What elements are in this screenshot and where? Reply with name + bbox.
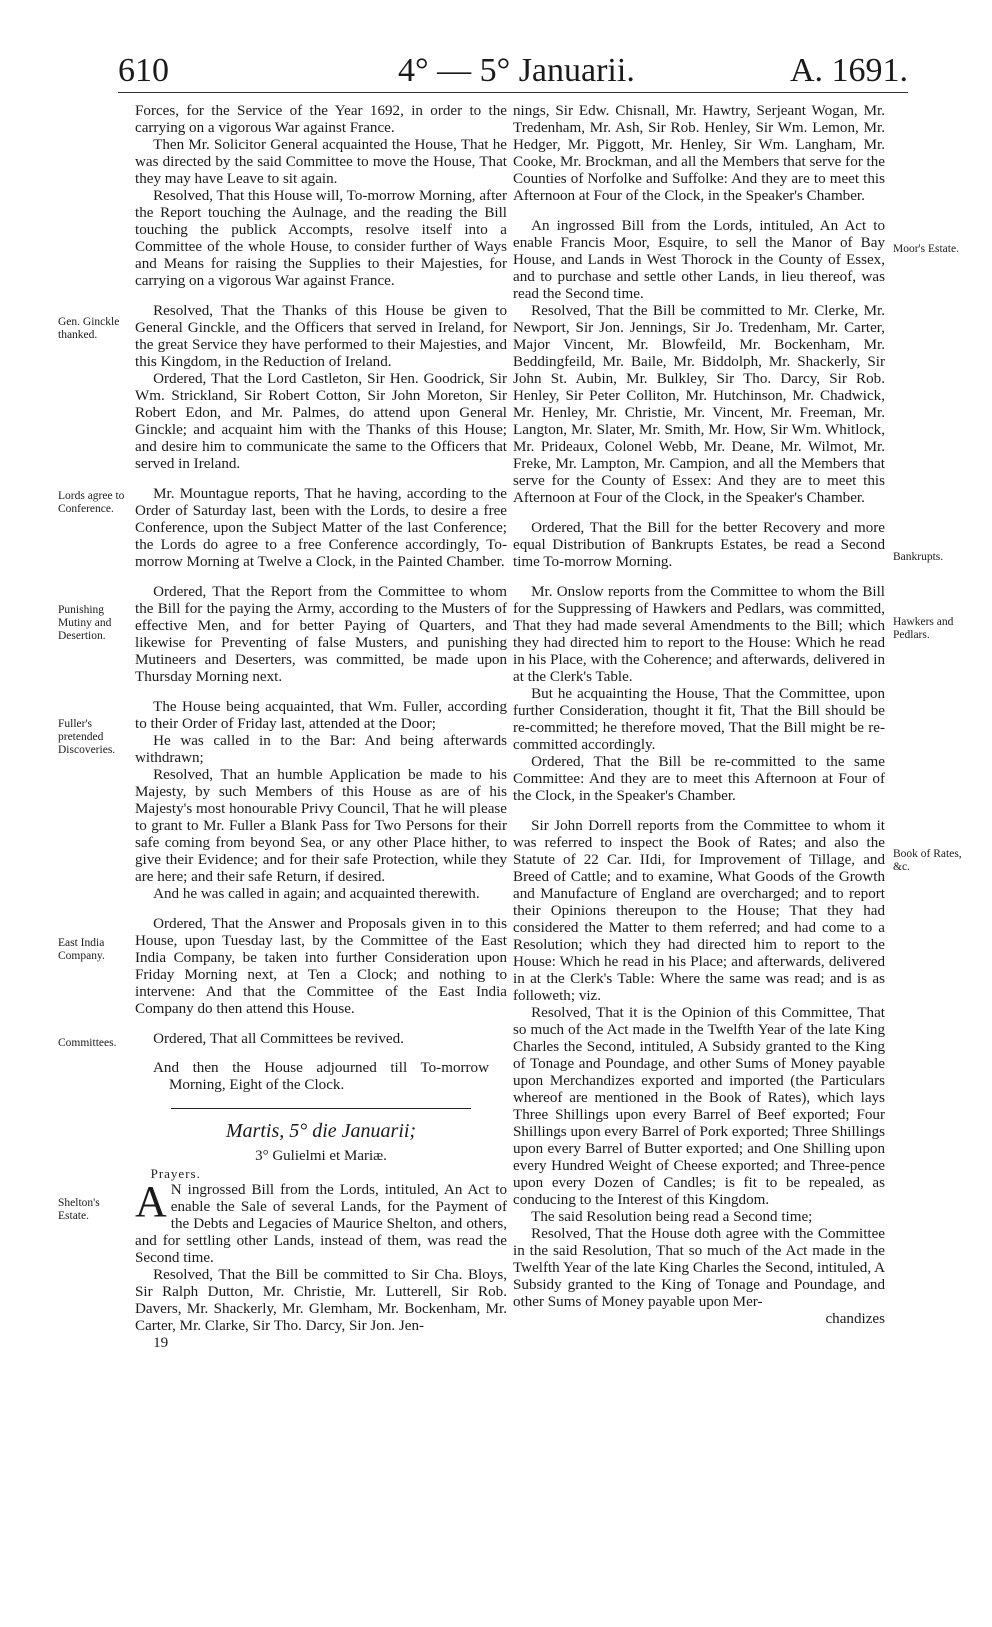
- paragraph: Mr. Mountague reports, That he having, according to the Order of Saturday last, been with the Lords, to desire a free Conference, upon the Subject Matter of the last Conference; the Lords do agree to a free Conference accordingly, To-morrow Morning at Twelve a Clock, in the Painted Chamber.: [135, 486, 507, 570]
- paragraph: Sir John Dorrell reports from the Committee to whom it was referred to inspect the Book of Rates; and also the Statute of 22 Car. IIdi, for Improvement of Tillage, and Breed of Cattle; and to examine, What Goods of the Growth and Manufacture of England are overcharged; and to report their Opinions thereupon to the House; That they had considered the Matter to them referred; and had come to a Resolution; which they had directed him to report to the House: Which he read in his Place; and afterwards, delivered in at the Clerk's Table: Where the same was read; and is as followeth; viz.: [513, 818, 885, 1004]
- paragraph: Resolved, That an humble Application be made to his Majesty, by such Members of this House as are of his Majesty's most honourable Privy Council, That he will please to grant to Mr. Fuller a Blank Pass for Two Persons for their safe coming from beyond Sea, or any other Place hither, to give their Evidence; and for their safe Protection, while they are here; and their safe Return, if desired.: [135, 767, 507, 885]
- margin-note-fuller: Fuller's pretended Discoveries.: [58, 718, 116, 756]
- paragraph: Ordered, That the Lord Castleton, Sir Hen. Goodrick, Sir Wm. Strickland, Sir Robert Cotton, Sir John Moreton, Sir Robert Edon, and Mr. Palmes, do attend upon General Ginckle; and acquaint him with the Thanks of this House; and desire him to communicate the same to the Officers that served in Ireland.: [135, 371, 507, 472]
- margin-note-committees: Committees.: [58, 1037, 117, 1049]
- paragraph: He was called in to the Bar: And being afterwards withdrawn;: [135, 733, 507, 766]
- margin-note-bankrupts: Bankrupts.: [893, 551, 944, 563]
- paragraph: Ordered, That the Bill for the better Recovery and more equal Distribution of Bankrupts Estates, be read a Second time To-morrow Morning.: [513, 520, 885, 570]
- paragraph: An ingrossed Bill from the Lords, intituled, An Act to enable Francis Moor, Esquire, to sell the Manor of Bay House, and Lands in West Thorock in the County of Essex, and to purchase and settle other Lands, in lieu thereof, was read the Second time.: [513, 218, 885, 302]
- paragraph: But he acquainting the House, That the Committee, upon further Consideration, thought it fit, That the Bill should be re-committed; he therefore moved, That the Bill might be re-committed accordingly.: [513, 686, 885, 753]
- paragraph: The said Resolution being read a Second time;: [531, 1209, 813, 1225]
- paragraph: Resolved, That the Bill be committed to Sir Cha. Bloys, Sir Ralph Dutton, Mr. Christie, Mr. Lutterell, Sir Rob. Davers, Mr. Shackerly, Mr. Glemham, Mr. Bockenham, Mr. Carter, Mr. Clarke, Sir Tho. Darcy, Sir Jon. Jen-: [135, 1267, 507, 1334]
- margin-note-east-india: East India Company.: [58, 937, 105, 962]
- margin-note-lords-agree: Lords agree to Conference.: [58, 490, 125, 515]
- header-date: 4° — 5° Januarii.: [398, 52, 635, 89]
- right-column: [513, 103, 885, 1328]
- signature-mark: 19: [153, 1335, 169, 1351]
- adjournment: And then the House adjourned till To-morrow Morning, Eight of the Clock.: [153, 1060, 489, 1093]
- session-subtitle: 3° Gulielmi et Mariæ.: [255, 1148, 387, 1164]
- paragraph: Resolved, That this House will, To-morrow Morning, after the Report touching the Aulnage, and the reading the Bill touching the publick Accompts, resolve itself into a Committee of the whole House, to consider further of Ways and Means for raising the Supplies to their Majesties, for carrying on a vigorous War against France.: [135, 188, 507, 289]
- paragraph: Ordered, That the Report from the Committee to whom the Bill for the paying the Army, according to the Musters of effective Men, and for better Paying of Quarters, and likewise for Preventing of false Musters, and punishing Mutineers and Deserters, was committed, be made upon Thursday Morning next.: [135, 584, 507, 685]
- margin-note-punishing-mutiny: Punishing Mutiny and Desertion.: [58, 604, 112, 642]
- session-title: Martis, 5° die Januarii;: [225, 1120, 417, 1142]
- left-column: [135, 103, 507, 1352]
- header-rule: [118, 92, 908, 93]
- paragraph: Ordered, That all Committees be revived.: [153, 1031, 404, 1047]
- margin-note-gen-ginckle: Gen. Ginckle thanked.: [58, 316, 120, 341]
- header-year: A. 1691.: [789, 52, 908, 89]
- paragraph: [135, 1177, 507, 1267]
- catchword: chandizes: [825, 1311, 885, 1327]
- page-header: [118, 52, 908, 102]
- drop-cap: A: [135, 1177, 167, 1226]
- prayers-heading: Prayers.: [150, 1166, 201, 1181]
- paragraph: Resolved, That the House doth agree with the Committee in the said Resolution, That so much of the Act made in the Twelfth Year of the late King Charles the Second, intituled, A Subsidy granted to the King of Tonage and Poundage, and other Sums of Money payable upon Mer-: [513, 1226, 885, 1310]
- margin-note-moor: Moor's Estate.: [893, 243, 959, 255]
- paragraph: Ordered, That the Answer and Proposals given in to this House, upon Tuesday last, by the Committee of the East India Company, be taken into further Consideration upon Friday Morning next, at Ten a Clock; and nothing to intervene: And that the Committee of the East India Company do then attend this House.: [135, 916, 507, 1017]
- margin-note-book-of-rates: Book of Rates, &c.: [893, 848, 962, 873]
- margin-note-hawkers: Hawkers and Pedlars.: [893, 616, 954, 641]
- margin-note-shelton: Shelton's Estate.: [58, 1197, 100, 1222]
- section-rule: [171, 1108, 471, 1109]
- page-number: 610: [118, 52, 169, 89]
- paragraph: Resolved, That the Thanks of this House be given to General Ginckle, and the Officers that served in Ireland, for the great Service they have performed to their Majesties, and this Kingdom, in the Reduction of Ireland.: [135, 303, 507, 370]
- paragraph-text: N ingrossed Bill from the Lords, intituled, An Act to enable the Sale of several Lands, for the Payment of the Debts and Legacies of Maurice Shelton, and others, and for settling other Lands, instead of them, was read the Second time.: [135, 1182, 507, 1266]
- paragraph: The House being acquainted, that Wm. Fuller, according to their Order of Friday last, attended at the Door;: [135, 699, 507, 732]
- paragraph: Ordered, That the Bill be re-committed to the same Committee: And they are to meet this Afternoon at Four of the Clock, in the Speaker's Chamber.: [513, 754, 885, 804]
- paragraph: Resolved, That the Bill be committed to Mr. Clerke, Mr. Newport, Sir Jon. Jennings, Sir Jo. Tredenham, Mr. Carter, Major Vincent, Mr. Blowfeild, Mr. Bockenham, Mr. Beddingfeild, Mr. Baile, Mr. Biddolph, Mr. Shackerly, Sir John St. Aubin, Mr. Bulkley, Sir Tho. Darcy, Sir Rob. Henley, Sir Peter Colliton, Mr. Hutchinson, Mr. Chadwick, Mr. Henley, Mr. Christie, Mr. Vincent, Mr. Freeman, Mr. Langton, Mr. Slater, Mr. Smith, Mr. How, Sir Wm. Whitlock, Mr. Prideaux, Colonel Webb, Mr. Deane, Mr. Wilmot, Mr. Freke, Mr. Lampton, Mr. Campion, and all the Members that serve for the County of Essex: And they are to meet this Afternoon at Four of the Clock, in the Speaker's Chamber.: [513, 303, 885, 506]
- paragraph: Forces, for the Service of the Year 1692, in order to the carrying on a vigorous War against France.: [135, 103, 507, 136]
- paragraph: nings, Sir Edw. Chisnall, Mr. Hawtry, Serjeant Wogan, Mr. Tredenham, Mr. Ash, Sir Rob. Henley, Sir Wm. Lemon, Mr. Hedger, Mr. Piggott, Mr. Henley, Sir Wm. Langham, Mr. Cooke, Mr. Brockman, and all the Members that serve for the Counties of Norfolke and Suffolke: And they are to meet this Afternoon at Four of the Clock, in the Speaker's Chamber.: [513, 103, 885, 204]
- paragraph: Mr. Onslow reports from the Committee to whom the Bill for the Suppressing of Hawkers and Pedlars, was committed, That they had made several Amendments to the Bill; which they had directed him to report to the House: Which he read in his Place, with the Coherence; and afterwards, delivered in at the Clerk's Table.: [513, 584, 885, 685]
- paragraph: Resolved, That it is the Opinion of this Committee, That so much of the Act made in the Twelfth Year of the late King Charles the Second, intituled, A Subsidy granted to the King of Tonage and Poundage, and other Sums of Money payable upon Merchandizes exported and imported (the Particulars whereof are mentioned in the Book of Rates), which lays Three Shillings upon every Barrel of Beef exported; Four Shillings upon every Barrel of Pork exported; Three Shillings upon every Barrel of Butter exported; and One Shilling upon every Hundred Weight of Cheese exported; and Three-pence upon every Dozen of Candles; is fit to be repealed, as conducing to the Interest of this Kingdom.: [513, 1005, 885, 1208]
- paragraph: And he was called in again; and acquainted therewith.: [153, 886, 480, 902]
- paragraph: Then Mr. Solicitor General acquainted the House, That he was directed by the said Committee to move the House, That they may have Leave to sit again.: [135, 137, 507, 187]
